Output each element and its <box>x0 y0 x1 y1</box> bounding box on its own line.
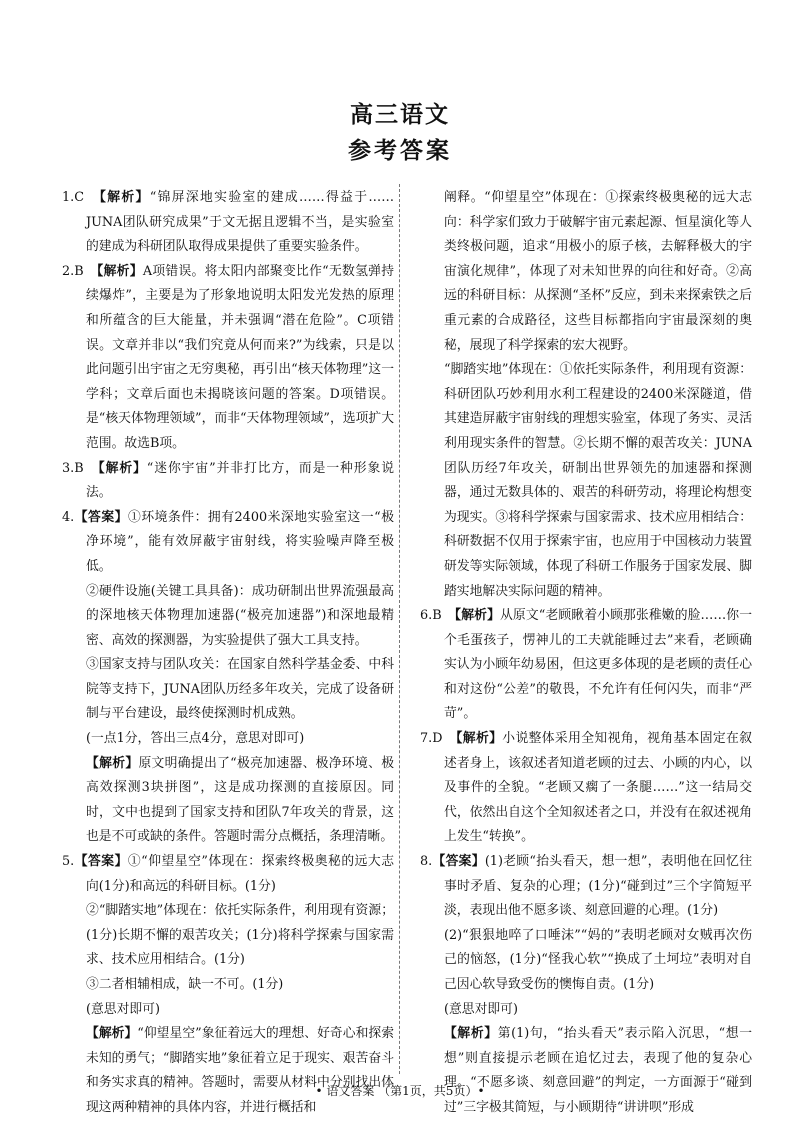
analysis-tag: 【解析】 <box>96 263 143 279</box>
answer-4-p1: ①环境条件：拥有2400米深地实验室这一“极净环境”，能有效屏蔽宇宙射线，将实验噪声降至极低。 <box>86 509 395 574</box>
answer-5 <box>62 850 394 899</box>
answer-8 <box>420 850 752 924</box>
analysis-tag: 【解析】 <box>86 755 139 771</box>
left-column <box>62 186 395 1115</box>
answer-6-text: 从原文“老顾瞅着小顾那张稚嫩的脸……你一个毛蛋孩子，愣神儿的工夫就能睡过去”来看，老顾确实认为小顾年幼易困，但这更多体现的是老顾的责任心和对这份“公差”的敬畏，不允许有任何闪失，而非“严苛”。 <box>444 608 753 722</box>
page-title: 高三语文 <box>350 102 450 128</box>
column-divider <box>399 184 400 1074</box>
answer-5-analysis-text: “仰望星空”象征着远大的理想、好奇心和探索未知的勇气；“脚踏实地”象征着立足于现实、艰苦奋斗和务实求真的精神。答题时，需要从材料中分别找出体现这两种精神的具体内容，并进行概括和 <box>86 1026 395 1115</box>
answer-tag: 【答案】 <box>432 854 485 870</box>
answer-tag: 【答案】 <box>74 854 128 870</box>
page-subtitle: 参考答案 <box>348 138 452 164</box>
answer-7-text: 小说整体采用全知视角，视角基本固定在叙述者身上，该叙述者知道老顾的过去、小顾的内心，以及事件的全貌。“老顾又瘸了一条腿……”这一结局交代，依然出自这个全知叙述者之口，并没有在叙述视角上发生“转换”。 <box>444 731 753 845</box>
analysis-tag: 【解析】 <box>454 608 500 624</box>
answer-2-number: 2.B <box>62 263 84 279</box>
answer-4-scoring: (一点1分，答出三点4分，意思对即可) <box>86 731 305 747</box>
answer-3-text: “迷你宇宙”并非打比方，而是一种形象说法。 <box>86 460 395 501</box>
answer-1-number: 1.C <box>62 190 85 205</box>
answer-8-analysis <box>420 1022 752 1120</box>
answer-4 <box>62 506 394 580</box>
answer-5-analysis <box>62 1022 394 1120</box>
answer-5-p3: ③二者相辅相成，缺一不可。(1分) <box>86 977 284 992</box>
answer-3 <box>62 457 394 506</box>
answer-3-number: 3.B <box>62 460 84 476</box>
answer-4-analysis-text: 原文明确提出了“极亮加速器、极净环境、极高效探测3块拼图”，这是成功探测的直接原因。同时，文中也提到了国家支持和团队7年攻关的背景，这也是不可或缺的条件。答题时需分点概括，条理清晰。 <box>86 755 395 845</box>
answer-tag: 【答案】 <box>74 509 129 525</box>
answer-8-analysis-text: 第(1)句，“抬头看天”表示陷入沉思，“想一想”则直接提示老顾在追忆过去，表现了他的复杂心理。“不愿多谈、刻意回避”的判定，一方面源于“碰到过”三字极其简短，与小顾期待“讲讲呗”形成 <box>444 1026 753 1115</box>
right-column <box>420 186 753 1115</box>
answer-5-p1: ①“仰望星空”体现在：探索终极奥秘的远大志向(1分)和高远的科研目标。(1分) <box>86 854 395 894</box>
answer-7 <box>420 727 752 850</box>
analysis-tag: 【解析】 <box>99 190 150 205</box>
answer-1 <box>62 186 394 260</box>
answer-6 <box>420 604 752 727</box>
answer-8-number: 8. <box>420 854 433 870</box>
analysis-tag: 【解析】 <box>456 731 503 747</box>
answer-5-analysis-cont-1: 阐释。“仰望星空”体现在：①探索终极奥秘的远大志向：科学家们致力于破解宇宙元素起源、恒星演化等人类终极问题，追求“用极小的原子核，去解释极大的宇宙演化规律”，体现了对未知世界的向往和好奇。②高远的科研目标：从探测“圣杯”反应，到未来探索铁之后重元素的合成路径，这些目标都指向宇宙最深刻的奥秘，展现了科学探索的宏大视野。 <box>444 190 752 353</box>
answer-8-p1: (1)老顾“抬头看天，想一想”，表明他在回忆往事时矛盾、复杂的心理；(1分)“碰到过”三个字简短平淡，表现出他不愿多谈、刻意回避的心理。(1分) <box>444 854 752 919</box>
answer-5-p2: ②“脚踏实地”体现在：依托实际条件，利用现有资源；(1分)长期不懈的艰苦攻关；(1分)将科学探索与国家需求、技术应用相结合。(1分) <box>86 903 394 968</box>
answer-4-number: 4. <box>62 509 75 525</box>
answer-6-number: 6.B <box>420 608 442 624</box>
answer-7-number: 7.D <box>420 731 443 747</box>
answer-5-analysis-cont-2: “脚踏实地”体现在：①依托实际条件，利用现有资源：科研团队巧妙利用水利工程建设的2400米深隧道，借其建造屏蔽宇宙射线的理想实验室，体现了务实、灵活利用现实条件的智慧。②长期不懈的艰苦攻关：JUNA团队历经7年攻关，研制出世界领先的加速器和探测器，通过无数具体的、艰苦的科研劳动，将理论构想变为现实。③将科学探索与国家需求、技术应用相结合：科研数据不仅用于探索宇宙，也应用于中国核动力装置研发等实际领域，体现了科研工作服务于国家发展、脚踏实地解决实际问题的精神。 <box>444 362 752 599</box>
answer-4-analysis <box>62 752 394 850</box>
analysis-tag: 【解析】 <box>98 460 147 476</box>
answer-5-number: 5. <box>62 854 75 870</box>
answer-2 <box>62 260 394 457</box>
answer-4-p2: ②硬件设施(关键工具具备)：成功研制出世界流强最高的深地核天体物理加速器(“极亮加速器”)和深地最精密、高效的探测器，为实验提供了强大工具支持。 <box>86 583 394 648</box>
analysis-tag: 【解析】 <box>86 1026 138 1042</box>
answer-4-p3: ③国家支持与团队攻关：在国家自然科学基金委、中科院等支持下，JUNA团队历经多年攻关，完成了设备研制与平台建设，最终使探测时机成熟。 <box>86 657 394 722</box>
answer-1-text: “锦屏深地实验室的建成……得益于……JUNA团队研究成果”于文无据且逻辑不当，是实验室的建成为科研团队取得成果提供了重要实验条件。 <box>86 190 395 255</box>
page-footer: • 语文答案 （第1页，共5页）• <box>315 1084 485 1098</box>
answer-5-note: (意思对即可) <box>86 1001 160 1017</box>
answer-2-text: A项错误。将太阳内部聚变比作“无数氢弹持续爆炸”，主要是为了形象地说明太阳发光发热的原理和所蕴含的巨大能量，并未强调“潜在危险”。C项错误。文章并非以“我们究竟从何而来?”为线索，只是以此问题引出宇宙之无穷奥秘，再引出“核天体物理”这一学科；文章后面也未揭晓该问题的答案。D项错误。是“核天体物理领域”，而非“天体物理领域”，选项扩大范围。故选B项。 <box>86 263 394 451</box>
answer-8-note: (意思对即可) <box>444 1001 518 1017</box>
analysis-tag: 【解析】 <box>444 1026 498 1042</box>
answer-8-p2: (2)“狠狠地啐了口唾沫”“妈的”表明老顾对女贼再次伤己的恼怒，(1分)“怪我心软”“换成了土坷垃”表明对自己因心软导致受伤的懊悔自责。(1分) <box>444 927 752 992</box>
